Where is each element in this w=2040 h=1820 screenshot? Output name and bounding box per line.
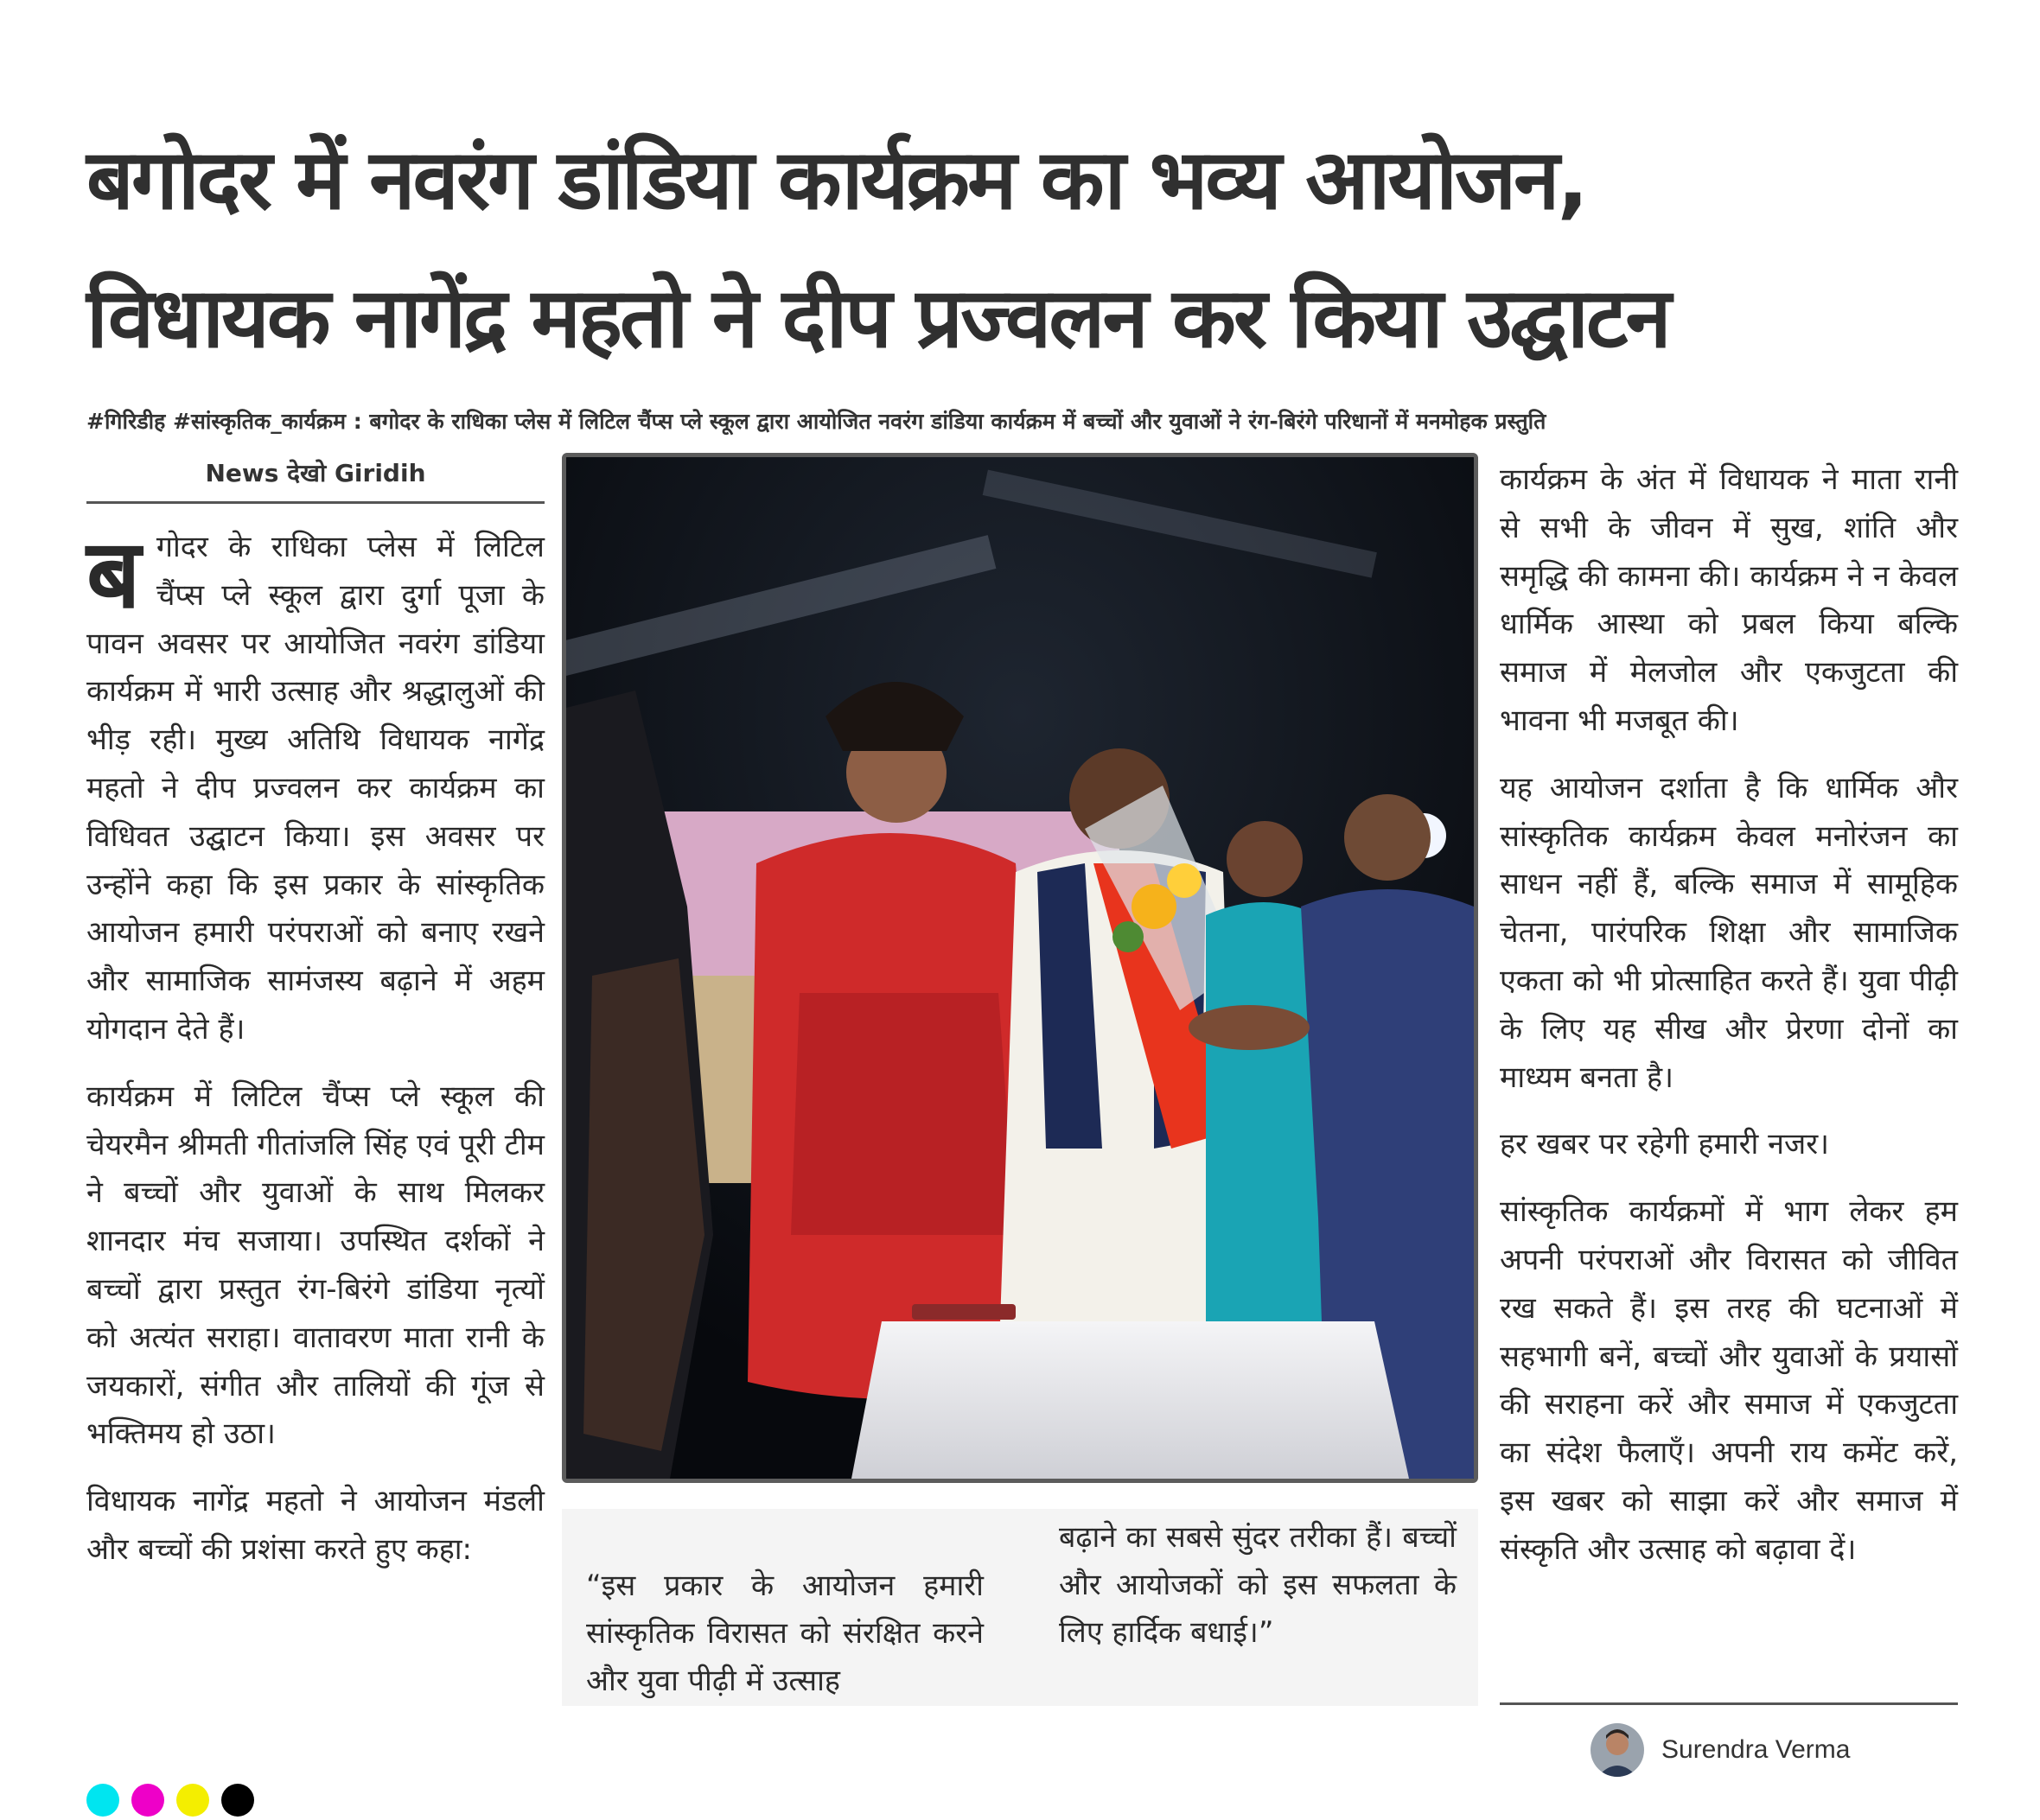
black-dot [221,1784,254,1817]
hands-exchange [1189,1005,1310,1050]
event-photo-illustration [566,457,1474,1479]
paragraph-1-text: गोदर के राधिका प्लेस में लिटिल चैंप्स प्ले स्कूल द्वारा दुर्गा पूजा के पावन अवसर पर आयोजित नवरंग डांडिया कार्यक्रम में भारी उत्साह और श्रद्धालुओं की भीड़ रही। मुख्य अतिथि विधायक नागेंद्र महतो ने दीप प्रज्वलन कर कार्यक्रम का विधिवत उद्घाटन किया। इस अवसर पर उन्होंने कहा कि इस प्रकार के सांस्कृतिक आयोजन हमारी परंपराओं को बनाए रखने और सामाजिक सामंजस्य बढ़ाने में अहम योगदान देते हैं। [86,530,545,1047]
magenta-dot [131,1784,164,1817]
lamp-plate [912,1304,1016,1320]
person-teal-head [1227,821,1303,897]
bouquet-flower [1167,863,1202,898]
headline-line-2: विधायक नागेंद्र महतो ने दीप प्रज्वलन कर किया उद्घाटन [86,270,1669,366]
stage-table [851,1321,1409,1479]
author-divider [1500,1702,1958,1705]
person-right-head [1344,794,1431,881]
bouquet-flower [1132,884,1176,929]
cmyk-registration-marks [86,1784,266,1817]
paragraph-4: कार्यक्रम के अंत में विधायक ने माता रानी से सभी के जीवन में सुख, शांति और समृद्धि की कामना की। कार्यक्रम ने न केवल धार्मिक आस्था को प्रबल किया बल्कि समाज में मेलजोल और एकजुटता की भावना भी मजबूत की। [1500,462,1958,738]
source-divider [86,501,545,504]
event-photo [562,453,1478,1483]
paragraph-5: यह आयोजन दर्शाता है कि धार्मिक और सांस्कृतिक कार्यक्रम केवल मनोरंजन का साधन नहीं हैं, बल्कि समाज में सामूहिक चेतना, पारंपरिक शिक्षा और सामाजिक एकता को भी प्रोत्साहित करते हैं। युवा पीढ़ी के लिए यह सीख और प्रेरणा दोनों का माध्यम बनता है। [1500,770,1958,1095]
headline [86,111,1971,387]
tagline: #गिरिडीह #सांस्कृतिक_कार्यक्रम : बगोदर के राधिका प्लेस में लिटिल चैंप्स प्ले स्कूल द्वारा आयोजित नवरंग डांडिया कार्यक्रम में बच्चों और युवाओं ने रंग-बिरंगे परिधानों में मनमोहक प्रस्तुति [86,409,1546,434]
left-column [86,519,545,1594]
author-avatar [1591,1723,1644,1777]
saree-pattern [791,993,1016,1235]
quote-part-2: बढ़ाने का सबसे सुंदर तरीका हैं। बच्चों और आयोजकों को इस सफलता के लिए हार्दिक बधाई।” [1059,1520,1457,1650]
right-column [1500,456,1958,1594]
cyan-dot [86,1784,119,1817]
author-name: Surendra Verma [1661,1735,1851,1764]
bouquet-leaf [1112,921,1144,952]
drop-cap: ब [86,519,141,629]
author-byline [1591,1720,1850,1780]
paragraph-7: सांस्कृतिक कार्यक्रमों में भाग लेकर हम अपनी परंपराओं और विरासत को जीवित रख सकते हैं। इस तरह की घटनाओं में सहभागी बनें, बच्चों और युवाओं के प्रयासों की सराहना करें और समाज में एकजुटता का संदेश फैलाएँ। अपनी राय कमेंट करें, इस खबर को साझा करें और समाज में संस्कृति और उत्साह को बढ़ावा दें। [1500,1194,1958,1567]
paragraph-3: विधायक नागेंद्र महतो ने आयोजन मंडली और बच्चों की प्रशंसा करते हुए कहा: [86,1484,545,1567]
paragraph-1 [86,519,545,1054]
avatar-icon [1591,1723,1644,1777]
paragraph-2: कार्यक्रम में लिटिल चैंप्स प्ले स्कूल की चेयरमैन श्रीमती गीतांजलि सिंह एवं पूरी टीम ने बच्चों और युवाओं के साथ मिलकर शानदार मंच सजाया। उपस्थित दर्शकों ने बच्चों द्वारा प्रस्तुत रंग-बिरंगे डांडिया नृत्यों को अत्यंत सराहा। वातावरण माता रानी के जयकारों, संगीत और तालियों की गूंज से भक्तिमय हो उठा। [86,1079,545,1452]
paragraph-6: हर खबर पर रहेगी हमारी नजर। [1500,1127,1830,1162]
quote-part-1: “इस प्रकार के आयोजन हमारी सांस्कृतिक विरासत को संरक्षित करने और युवा पीढ़ी में उत्साह [586,1569,984,1698]
yellow-dot [176,1784,209,1817]
news-source: News देखो Giridih [205,459,426,487]
headline-line-1: बगोदर में नवरंग डांडिया कार्यक्रम का भव्य आयोजन, [86,131,1586,228]
